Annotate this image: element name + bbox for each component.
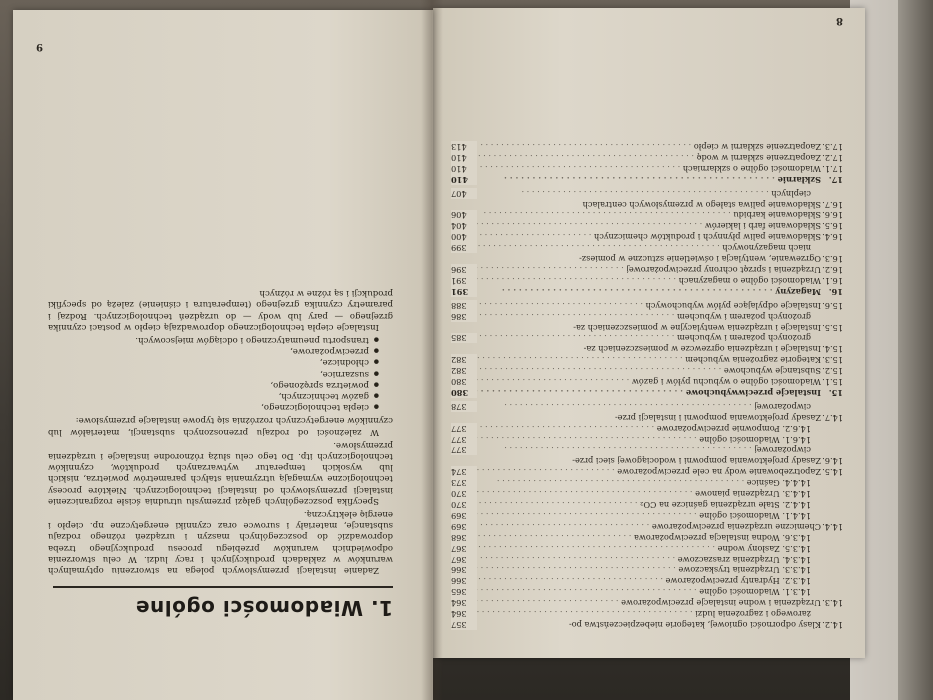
toc-entry-title: 14.3.2. Hydranty przeciwpożarowe . . . (477, 575, 811, 586)
toc-entry-number: 15. (828, 387, 843, 398)
toc-entry-title: Chemiczne urządzenia przeciwpożarowe . . . (477, 521, 821, 532)
toc-entry-title: 14.4.1. Wiadomości ogólne . . . (477, 510, 811, 521)
toc-entry-number: 15.2. (822, 366, 843, 377)
toc-entry (451, 242, 843, 253)
toc-entry (451, 322, 843, 333)
toc-entry-page: 367 (451, 554, 477, 565)
toc-entry-page: 357 (451, 619, 477, 630)
toc-entry (451, 152, 843, 163)
chapter-page (13, 10, 433, 700)
paragraph: W zależności od rodzaju przenoszonych substancji, materiałów lub czynników energetycznych rozróżnia się typowe instalacje przemysłowe: (48, 415, 393, 437)
toc-entry-page: 382 (451, 365, 477, 376)
paragraph: Specyfika poszczególnych gałęzi przemysłu utrudnia ścisłe rozgraniczenie instalacji przemysłowych od instalacji technologicznych. Niektóre procesy technologiczne wymagają utrzymania stałych parametrów powietrza, niskich lub wysokich temperatur wytwarzanych produktów, czynników technologicznych itp. Do tego celu służą różnorodne instalacje i urządzenia przemysłowe. (48, 439, 393, 506)
chapter-body (48, 285, 393, 575)
toc-entry-number: 15.6. (822, 300, 843, 311)
toc-entry-number: 17.3. (822, 142, 843, 153)
toc-entry-page: 410 (451, 163, 477, 174)
toc-entry-page: 386 (451, 311, 477, 322)
toc-entry-title: grożonych pożarem i wybuchem . . . (477, 311, 811, 322)
toc-entry (451, 499, 843, 510)
toc-entry (451, 466, 843, 477)
toc-entry-page: 407 (451, 188, 477, 199)
toc-entry (451, 586, 843, 597)
toc-entry-number: 14.3. (822, 598, 843, 609)
toc-entry-title: Wiadomości ogólne o magazynach . . . (477, 275, 821, 286)
toc-entry-number: 14.4. (822, 521, 843, 532)
toc-entry-title: Urządzenia i sprzęt ochrony przeciwpożarowej . . . (477, 264, 821, 275)
paragraph: Zadanie instalacji przemysłowych polega na stworzeniu optymalnych warunków w zakładach produkcyjnych i racy ludzi. W celu stworzenia odpowiednich warunków przebiegu procesu produkcyjnego trzeba doprowadzić do poszczególnych maszyn i urządzeń różnego rodzaju substancje, materiały i surowce oraz czynniki energetyczne np. ciepło i energię elektryczną. (48, 508, 393, 575)
toc-entry-title: Zasady projektowania pompowni i instalacji prze- (614, 412, 821, 423)
toc-entry-page: 378 (451, 401, 477, 412)
toc-entry (451, 354, 843, 365)
toc-entry-title: 14.3.1. Wiadomości ogólne . . . (477, 586, 811, 597)
toc-entry-title: Zapotrzebowanie wody na cele przeciwpożarowe . . . (477, 466, 821, 477)
bullet-item: ● przeciwpożarowe, (48, 345, 379, 356)
toc-entry-number: 15.1. (822, 377, 843, 388)
toc-entry-page: 391 (451, 286, 477, 297)
toc-entry-number: 17.2. (822, 152, 843, 163)
toc-entry (451, 554, 843, 565)
toc-entry (451, 188, 843, 199)
toc-entry (451, 445, 843, 456)
toc-entry (451, 423, 843, 434)
toc-entry-title: 14.6.2. Pompownie przeciwpożarowe . . . (477, 423, 811, 434)
toc-entry (451, 376, 843, 387)
toc-entry-number: 14.2. (822, 620, 843, 630)
chapter-heading (135, 596, 393, 620)
toc-entry (451, 510, 843, 521)
toc-entry (451, 286, 843, 297)
page-number-right: 9 (36, 41, 43, 52)
bullet-item: ● transportu pneumatycznego i odciągów miejscowych. (48, 334, 379, 345)
bullet-list (48, 334, 393, 412)
toc-entry-page: 366 (451, 565, 477, 576)
toc-entry-title: 14.4.3. Urządzenia pianowe . . . (477, 488, 811, 499)
toc-entry (451, 264, 843, 275)
toc-entry (451, 275, 843, 286)
book-gutter (421, 0, 443, 700)
toc-entry-page: 370 (451, 488, 477, 499)
toc-entry (451, 412, 843, 423)
toc-entry-page: 369 (451, 521, 477, 532)
toc-entry-number: 16. (828, 286, 843, 297)
toc-entry-page: 377 (451, 445, 477, 456)
toc-entry-title: cieplnych . . . (477, 188, 811, 199)
toc-entry-page: 399 (451, 242, 477, 253)
toc-entry-number: 15.3. (822, 355, 843, 366)
toc-entry-number: 14.6. (822, 456, 843, 467)
toc-entry (451, 210, 843, 221)
chapter-rule (53, 586, 393, 588)
chapter-title: Wiadomości ogólne (135, 596, 364, 620)
bullet-item: ● suszarnice, (48, 367, 379, 378)
toc-entry-number: 16.2. (822, 265, 843, 275)
bullet-item: ● powietrza sprężonego, (48, 379, 379, 390)
toc-entry-page: 385 (451, 333, 477, 344)
toc-entry (451, 141, 843, 152)
toc-entry (451, 575, 843, 586)
toc-entry (451, 199, 843, 210)
toc-entry-page: 373 (451, 477, 477, 488)
toc-entry-title: Zaopatrzenie szkłarni w wodę . . . (477, 152, 821, 163)
toc-entry-number: 16.4. (822, 232, 843, 243)
toc-entry (451, 343, 843, 354)
paragraph: Instalacje ciepła technologicznego doprowadzają ciepło w postaci czynnika grzejnego — pary lub wody — do urządzeń technologicznych. Rodzaj i parametry czynnika grzejnego (temperatura i ciśnienie) zależą od specyfiki produkcji i są różne w różnych (48, 288, 393, 332)
toc-entry-title: 14.3.3. Urządzenia tryskaczowe . . . (477, 565, 811, 576)
toc-entry-title: Składowanie paliwa stałego w przemysłowych centralach (582, 199, 821, 210)
toc-entry-title: Wiadomości ogólne o szkłarniach . . . (477, 163, 821, 174)
toc-entry (451, 220, 843, 231)
bullet-item: ● chłodnicze, (48, 356, 379, 367)
toc-entry-title: 14.6.1. Wiadomości ogólne . . . (477, 434, 811, 445)
toc-entry-page: 404 (451, 220, 477, 231)
chapter-number: 1. (370, 596, 393, 620)
toc-entry-page: 370 (451, 499, 477, 510)
toc-entry-title: Zasady projektowania pompowni i wodociągowej sieci prze- (572, 456, 821, 467)
toc-entry-number: 17. (828, 174, 843, 185)
toc-entry-title: Substancje wybuchowe . . . (477, 365, 821, 376)
toc-entry-title: Klasy odporności ogniowej, kategorie niebezpieczeństwa po- (568, 620, 821, 630)
toc-page (433, 8, 865, 658)
toc-entry-page: 382 (451, 354, 477, 365)
toc-entry-title: Instalacje odpylające pyłów wybuchowych . . . (477, 300, 821, 311)
toc-entry-number: 15.5. (822, 322, 843, 333)
toc-entry-title: Kategorie zagrożenia wybuchem . . . (477, 354, 821, 365)
toc-entry (451, 619, 843, 630)
toc-entry-title: Zaopatrzenie szkłarni w ciepło . . . (477, 141, 821, 152)
toc-entry-page: 410 (451, 152, 477, 163)
toc-entry (451, 174, 843, 185)
toc-entry-title: Składowanie farb i lakierów . . . (477, 220, 821, 231)
toc-entry-page: 365 (451, 586, 477, 597)
toc-entry-number: 16.6. (822, 210, 843, 221)
toc-entry-title: 14.3.4. Urządzenia zraszaczowe . . . (477, 554, 811, 565)
table-of-contents (451, 141, 843, 630)
toc-entry (451, 521, 843, 532)
toc-entry (451, 565, 843, 576)
toc-entry-title: 14.3.5. Zasłony wodne . . . (477, 543, 811, 554)
toc-entry-page: 377 (451, 423, 477, 434)
toc-entry-page: 396 (451, 264, 477, 275)
toc-entry-page: 369 (451, 510, 477, 521)
toc-entry-title: 14.3.6. Wodna instalacja przeciwpożarowa . . . (477, 532, 811, 543)
toc-entry-number: 14.7. (822, 412, 843, 423)
toc-entry-page: 374 (451, 466, 477, 477)
toc-entry (451, 365, 843, 376)
toc-entry-title: Magazyny . . . (477, 286, 821, 297)
toc-entry (451, 311, 843, 322)
toc-entry-number: 17.1. (822, 163, 843, 174)
toc-entry (451, 608, 843, 619)
toc-entry-title: Urządzenia i wodne instalacje przeciwpożarowe . . . (477, 597, 821, 608)
toc-entry-title: Instalacje przeciwwybuchowe . . . (477, 387, 821, 398)
toc-entry-title: Składowanie paliw płynnych i produktów chemicznych . . . (477, 231, 821, 242)
toc-entry (451, 543, 843, 554)
toc-entry-title: Szkłarnie . . . (477, 174, 821, 185)
toc-entry-title: Instalacje i urządzenia ogrzewcze w pomieszczeniach za- (583, 344, 821, 355)
toc-entry (451, 532, 843, 543)
bullet-item: ● ciepła technologicznego, (48, 401, 379, 412)
toc-entry-page: 364 (451, 597, 477, 608)
toc-entry-title: Ogrzewanie, wentylacja i oświetlenie sztuczne w pomiesz- (579, 254, 821, 265)
toc-entry-number: 16.3. (822, 254, 843, 265)
toc-entry-title: grożonych pożarem i wybuchem . . . (477, 333, 811, 344)
toc-entry (451, 300, 843, 311)
toc-entry-page: 368 (451, 532, 477, 543)
toc-entry-title: 14.4.2. Stałe urządzenia gaśnicze na CO₂ . . . (477, 499, 811, 510)
toc-entry-title: 14.4.4. Gaśnice . . . (477, 477, 811, 488)
toc-entry-page: 400 (451, 231, 477, 242)
toc-entry-number: 16.7. (822, 199, 843, 210)
toc-entry-page: 410 (451, 174, 477, 185)
toc-entry (451, 434, 843, 445)
toc-entry (451, 488, 843, 499)
toc-entry-page: 388 (451, 300, 477, 311)
toc-entry-page: 413 (451, 141, 477, 152)
toc-entry (451, 333, 843, 344)
toc-entry-number: 16.5. (822, 221, 843, 232)
toc-entry (451, 597, 843, 608)
toc-entry-title: Instalacje i urządzenia wentylacyjne w pomieszczeniach za- (573, 322, 821, 333)
toc-entry-page: 380 (451, 387, 477, 398)
toc-entry-number: 15.4. (822, 344, 843, 355)
toc-entry-page: 366 (451, 575, 477, 586)
toc-entry (451, 231, 843, 242)
toc-entry-title: żarowego i zagrożenia ludzi . . . (477, 608, 811, 619)
toc-entry-title: niach magazynowych . . . (477, 242, 811, 253)
toc-entry (451, 401, 843, 412)
toc-entry-page: 367 (451, 543, 477, 554)
toc-entry-title: ciwpożarowej . . . (477, 445, 811, 456)
toc-entry-number: 16.1. (822, 275, 843, 286)
page-number-left: 8 (836, 15, 843, 26)
toc-entry-number: 14.5. (822, 467, 843, 478)
toc-entry-page: 377 (451, 434, 477, 445)
toc-entry (451, 456, 843, 467)
toc-entry-page: 406 (451, 210, 477, 221)
toc-entry (451, 477, 843, 488)
toc-entry (451, 387, 843, 398)
toc-entry (451, 163, 843, 174)
toc-entry-title: Składowanie karbidu . . . (477, 210, 821, 221)
toc-entry-page: 364 (451, 608, 477, 619)
toc-entry (451, 253, 843, 264)
toc-entry-page: 391 (451, 275, 477, 286)
bullet-item: ● gazów technicznych, (48, 390, 379, 401)
toc-entry-page: 380 (451, 376, 477, 387)
toc-entry-title: Wiadomości ogólne o wybuchu pyłów i gazów . . . (477, 376, 821, 387)
toc-entry-title: ciwpożarowej . . . (477, 401, 811, 412)
